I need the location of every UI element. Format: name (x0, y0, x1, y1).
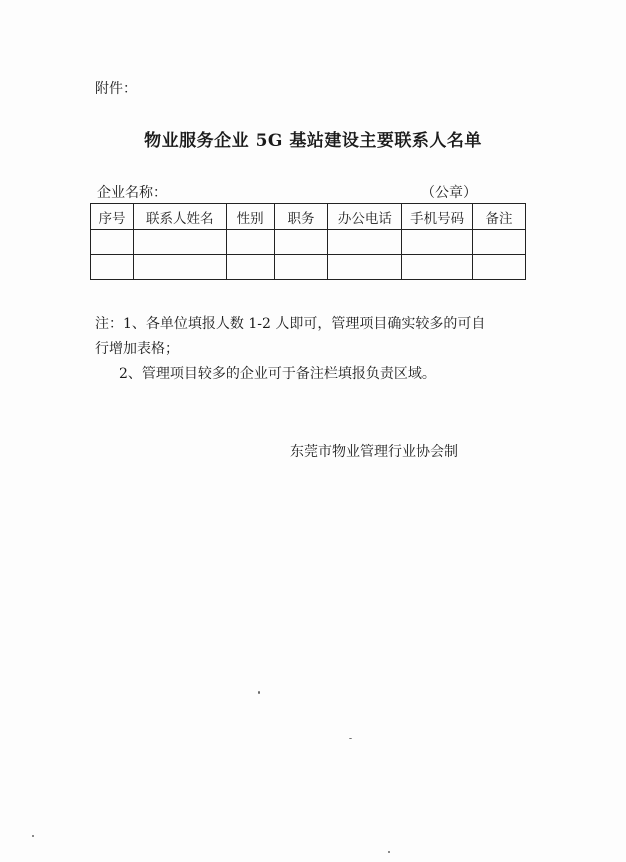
scan-speck (258, 691, 260, 694)
note-line-2: 行增加表格； (95, 341, 179, 357)
table-cell (133, 230, 226, 255)
scan-speck (349, 738, 352, 739)
header-cell-position: 职务 (274, 204, 328, 230)
scan-speck (32, 835, 34, 837)
header-cell-index: 序号 (91, 204, 134, 230)
company-name-label: 企业名称： (97, 185, 167, 201)
note-line-3: 2、管理项目较多的企业可于备注栏填报负责区域。 (119, 366, 436, 382)
table-row (91, 255, 526, 280)
table-cell (226, 255, 274, 280)
contacts-table (90, 203, 526, 280)
company-row (97, 182, 487, 202)
table-cell (328, 255, 402, 280)
issuer-footer: 东莞市物业管理行业协会制 (290, 444, 458, 460)
table-cell (402, 255, 473, 280)
scan-speck (388, 851, 390, 853)
table-cell (274, 230, 328, 255)
table-row (91, 230, 526, 255)
table-cell (473, 255, 526, 280)
table-cell (133, 255, 226, 280)
note-line-1: 注：1、各单位填报人数 1-2 人即可，管理项目确实较多的可自 (95, 316, 486, 332)
header-cell-contact-name: 联系人姓名 (133, 204, 226, 230)
table-cell (473, 230, 526, 255)
table-cell (91, 255, 134, 280)
header-cell-remarks: 备注 (473, 204, 526, 230)
notes-section (95, 312, 535, 387)
attachment-label: 附件： (95, 81, 137, 97)
header-cell-mobile: 手机号码 (402, 204, 473, 230)
table-cell (328, 230, 402, 255)
header-cell-gender: 性别 (226, 204, 274, 230)
header-cell-office-phone: 办公电话 (328, 204, 402, 230)
table-cell (91, 230, 134, 255)
table-cell (402, 230, 473, 255)
document-title: 物业服务企业 5G 基站建设主要联系人名单 (144, 131, 482, 151)
table-header-row (91, 204, 526, 230)
table-cell (274, 255, 328, 280)
seal-label: （公章） (421, 185, 477, 201)
table-cell (226, 230, 274, 255)
